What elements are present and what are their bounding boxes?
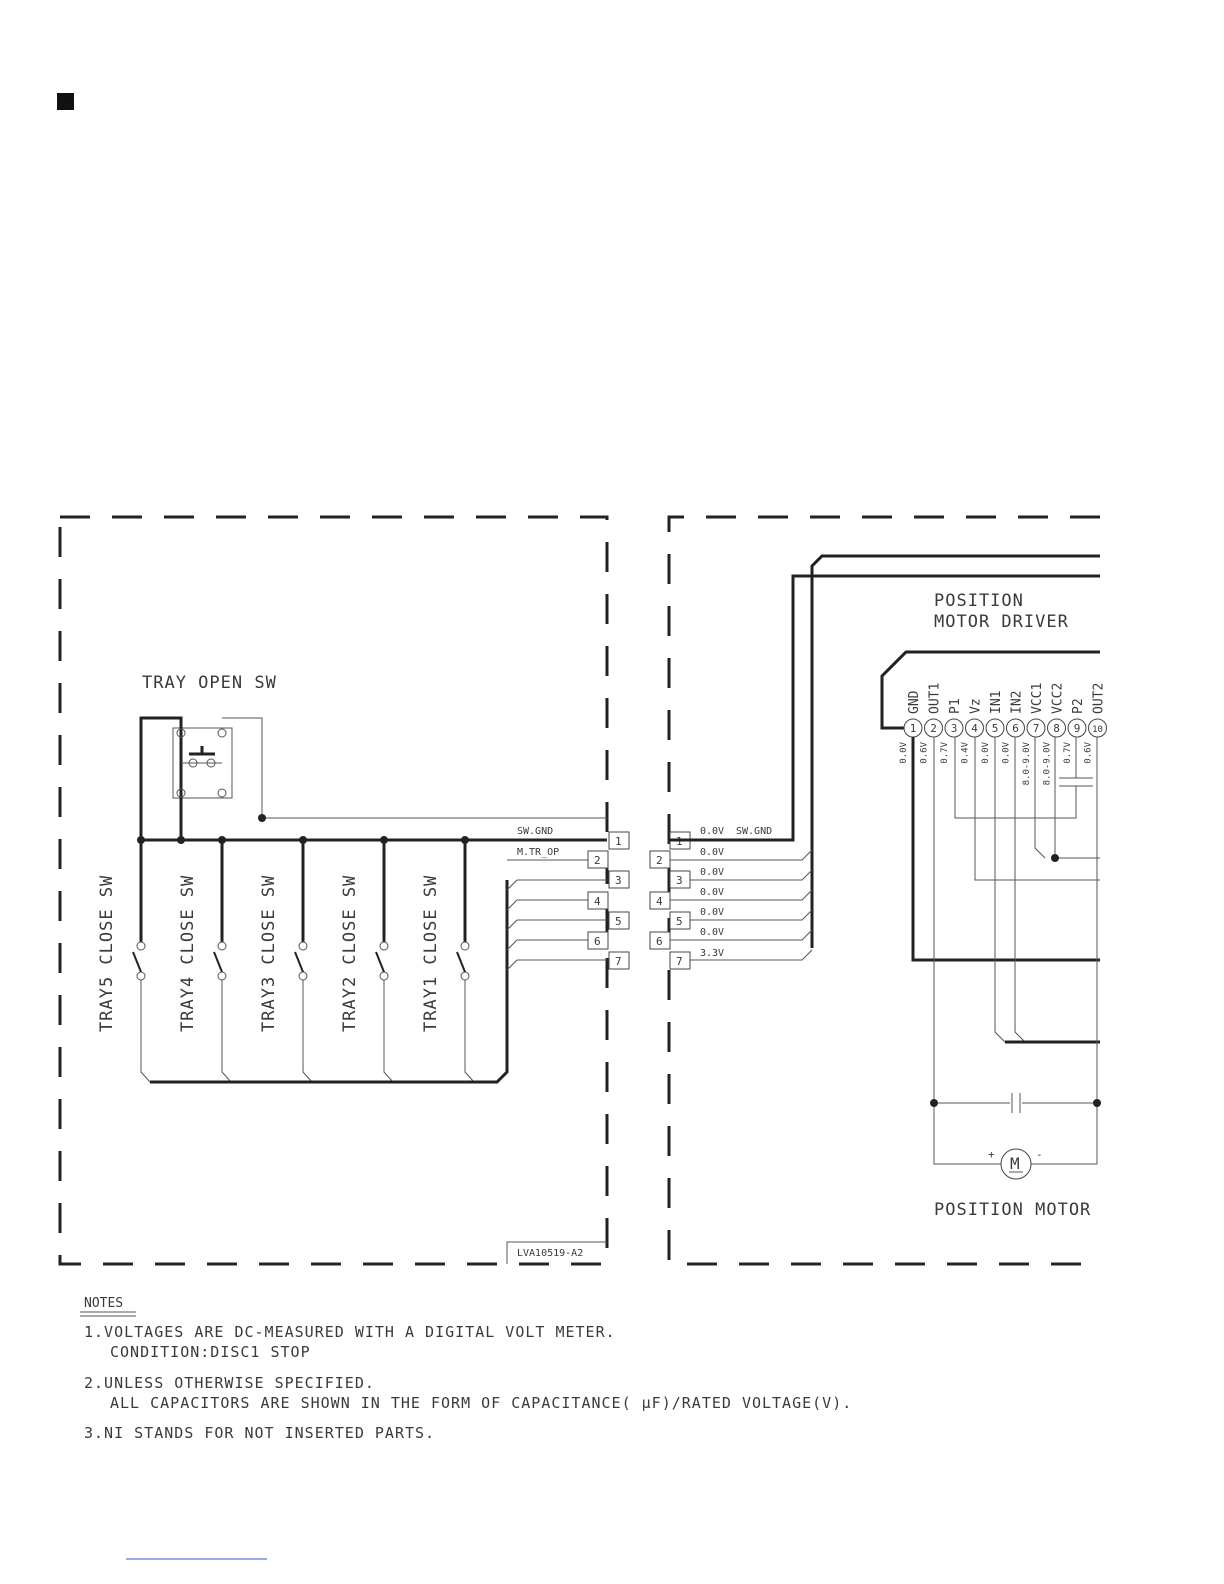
ic-pin-name: OUT2 (1091, 682, 1107, 714)
output-capacitor (930, 1093, 1101, 1113)
driver-title-line1: POSITION (934, 591, 1024, 611)
ic-pin-number: 9 (1073, 722, 1081, 735)
right-connector-pin: 3 (676, 874, 683, 887)
tray1-close-sw-label: TRAY1 CLOSE SW (421, 874, 441, 1032)
left-connector-pin: 5 (615, 915, 622, 928)
motor-minus: - (1036, 1148, 1043, 1161)
sw-gnd-wire-label: SW.GND (517, 826, 554, 837)
right-connector-pin: 5 (676, 915, 683, 928)
left-connector-pin: 6 (594, 935, 601, 948)
m-tr-op-wire-label: M.TR_OP (517, 847, 560, 858)
ic-pin-voltage: 0.4V (960, 742, 971, 764)
connector-voltage: 0.0V (700, 907, 725, 918)
right-connector-pin: 1 (676, 835, 683, 848)
switch-contact (299, 972, 307, 980)
ic-pin-name: IN1 (989, 690, 1004, 714)
ic-pin-number: 10 (1092, 725, 1103, 735)
connector-voltage: 0.0V (700, 927, 725, 938)
ic-pin-name: VCC1 (1030, 682, 1045, 714)
switch-lever (295, 952, 303, 972)
ic-pin-voltage: 0.0V (1001, 742, 1012, 764)
ic-pins (899, 683, 1107, 786)
position-motor-label: POSITION MOTOR (934, 1200, 1092, 1220)
note-line: 2.UNLESS OTHERWISE SPECIFIED. (84, 1374, 375, 1392)
switch-contact (380, 942, 388, 950)
tray-open-sw-label: TRAY OPEN SW (142, 673, 277, 693)
right-connector-pin: 2 (656, 854, 663, 867)
section-bullet (57, 93, 74, 110)
ic-pin-voltage: 0.0V (899, 742, 909, 764)
switch-contact (380, 972, 388, 980)
switch-contact (218, 972, 226, 980)
right-connector-pin: 4 (656, 895, 663, 908)
switch-lever (214, 952, 222, 972)
ic-pin-voltage: 0.6V (1083, 742, 1094, 764)
note-line: 1.VOLTAGES ARE DC-MEASURED WITH A DIGITAL VOLT METER. (84, 1323, 616, 1341)
connector-voltage: 0.0V (700, 867, 725, 878)
switch-contact (137, 942, 145, 950)
ic-pin-name: P1 (948, 698, 963, 714)
switch-contact (137, 972, 145, 980)
notes-underline (80, 1312, 136, 1316)
ic-pin-number: 6 (1012, 722, 1019, 735)
sw-gnd-label-right: SW.GND (736, 826, 773, 837)
ic-pin-name: OUT1 (927, 682, 943, 714)
ic-wiring (913, 737, 1100, 1164)
tray5-close-sw-label: TRAY5 CLOSE SW (97, 874, 117, 1032)
switch-lever (133, 952, 141, 972)
note-line: ALL CAPACITORS ARE SHOWN IN THE FORM OF CAPACITANCE( μF)/RATED VOLTAGE(V). (110, 1394, 853, 1412)
left-connector-pin: 1 (615, 835, 622, 848)
ic-pin-voltage: 0.0V (981, 742, 991, 764)
note-line: 3.NI STANDS FOR NOT INSERTED PARTS. (84, 1424, 436, 1442)
connector-voltage: 0.0V (700, 887, 725, 898)
ic-pin-number: 4 (971, 722, 978, 735)
ic-pin-number: 2 (930, 722, 937, 735)
driver-title-line2: MOTOR DRIVER (934, 612, 1069, 632)
ic-pin-name: GND (907, 690, 922, 714)
left-connector-pin: 3 (615, 874, 622, 887)
left-signal-wires (507, 860, 607, 970)
ic-outline (882, 652, 1100, 728)
notes-heading: NOTES (84, 1296, 124, 1311)
switch-lever (376, 952, 384, 972)
ic-pin-voltage: 0.7V (940, 742, 950, 764)
ic-pin-number: 1 (909, 722, 917, 735)
note-line: CONDITION:DISC1 STOP (110, 1343, 311, 1361)
switch-contact (461, 942, 469, 950)
ic-pin-number: 8 (1053, 722, 1060, 735)
part-number: LVA10519-A2 (517, 1248, 584, 1259)
ic-pin-voltage: 8.0-9.0V (1022, 742, 1032, 786)
motor-plus: + (988, 1148, 995, 1161)
right-connector-pin: 6 (656, 935, 663, 948)
ic-pin-name: Vz (968, 698, 984, 714)
tray4-close-sw-label: TRAY4 CLOSE SW (178, 874, 198, 1032)
ic-pin-number: 5 (991, 722, 999, 735)
tray3-close-sw-label: TRAY3 CLOSE SW (259, 874, 279, 1032)
tray-open-switch (141, 718, 607, 840)
left-connector-pin: 4 (594, 895, 601, 908)
ic-pin-name: P2 (1071, 698, 1086, 714)
ic-pin-voltage: 0.7V (1063, 742, 1073, 764)
ic-pin-name: IN2 (1009, 690, 1025, 714)
connector-voltage: 0.0V (700, 826, 725, 837)
left-connector-pin: 7 (615, 955, 622, 968)
ic-pin-voltage: 8.0-9.0V (1042, 742, 1053, 786)
switch-contact (218, 942, 226, 950)
ic-pin-number: 7 (1032, 722, 1040, 735)
switch-lever (457, 952, 465, 972)
switch-contact (461, 972, 469, 980)
tray2-close-sw-label: TRAY2 CLOSE SW (340, 874, 360, 1032)
switch-contact (299, 942, 307, 950)
connector-voltage: 0.0V (700, 847, 725, 858)
motor-symbol-letter: M (1010, 1154, 1020, 1173)
ic-pin-name: VCC2 (1050, 682, 1066, 714)
right-connector-pin: 7 (676, 955, 683, 968)
connector-voltage: 3.3V (700, 948, 725, 959)
left-connector-pin: 2 (594, 854, 601, 867)
ic-pin-voltage: 0.6V (919, 742, 930, 764)
ic-pin-number: 3 (950, 722, 958, 735)
